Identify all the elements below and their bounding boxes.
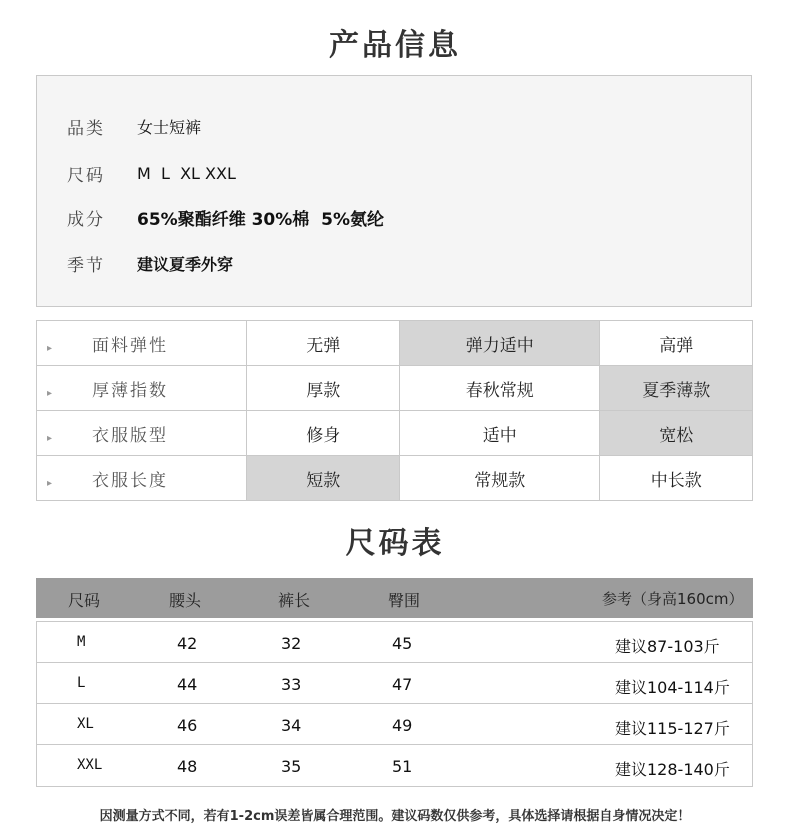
table-cell: 51	[392, 757, 413, 776]
table-cell: 34	[281, 716, 302, 735]
size-table	[36, 621, 753, 787]
bullet-arrow-icon: ▸	[47, 342, 55, 354]
info-value: 女士短裤	[137, 118, 202, 137]
table-cell: 42	[177, 634, 198, 653]
attribute-option-selected: 宽松	[600, 411, 753, 456]
table-row	[37, 663, 752, 704]
attribute-label: 厚薄指数	[92, 380, 168, 401]
attribute-option-selected: 弹力适中	[400, 321, 600, 366]
header-length: 裤长	[278, 591, 311, 610]
table-cell: 建议104-114斤	[615, 678, 730, 697]
attribute-label: 面料弹性	[92, 335, 168, 356]
attribute-row	[37, 411, 753, 456]
info-label: 成分	[67, 210, 105, 230]
product-info-box	[36, 75, 752, 307]
header-reference: 参考（身高160cm）	[602, 590, 744, 608]
attribute-option: 厚款	[247, 366, 400, 411]
attribute-option: 修身	[247, 411, 400, 456]
info-label: 季节	[67, 256, 105, 276]
attribute-option: 适中	[400, 411, 600, 456]
attribute-option: 常规款	[400, 456, 600, 501]
attribute-option: 无弹	[247, 321, 400, 366]
table-cell: 47	[392, 675, 413, 694]
table-cell: M	[77, 634, 86, 650]
table-cell: 49	[392, 716, 413, 735]
table-cell: XL	[77, 716, 94, 732]
bullet-arrow-icon: ▸	[47, 432, 55, 444]
attribute-row	[37, 366, 753, 411]
attribute-option-selected: 夏季薄款	[600, 366, 753, 411]
info-row-material	[67, 205, 384, 230]
attribute-table	[36, 320, 753, 501]
attribute-row	[37, 456, 753, 501]
attribute-name	[37, 456, 247, 501]
table-cell: 46	[177, 716, 198, 735]
table-cell: L	[77, 675, 86, 691]
attribute-name	[37, 411, 247, 456]
bullet-arrow-icon: ▸	[47, 387, 55, 399]
info-value: M L XL XXL	[137, 164, 236, 183]
attribute-label: 衣服长度	[92, 470, 168, 491]
bullet-arrow-icon: ▸	[47, 477, 55, 489]
table-cell: 48	[177, 757, 198, 776]
size-chart-title: 尺码表	[345, 526, 445, 561]
product-info-title: 产品信息	[329, 28, 461, 63]
table-cell: 45	[392, 634, 413, 653]
header-waist: 腰头	[169, 591, 202, 610]
table-cell: XXL	[77, 757, 103, 773]
info-row-size	[67, 161, 236, 186]
info-row-season	[67, 251, 233, 276]
table-row	[37, 622, 752, 663]
table-cell: 建议128-140斤	[615, 760, 730, 779]
header-size: 尺码	[68, 591, 101, 610]
attribute-name	[37, 321, 247, 366]
attribute-option: 中长款	[600, 456, 753, 501]
header-hip: 臀围	[388, 591, 421, 610]
attribute-option-selected: 短款	[247, 456, 400, 501]
table-cell: 33	[281, 675, 302, 694]
info-row-category	[67, 114, 201, 139]
table-row	[37, 745, 752, 786]
attribute-name	[37, 366, 247, 411]
info-label: 尺码	[67, 166, 105, 186]
info-label: 品类	[67, 119, 105, 139]
info-value: 65%聚酯纤维 30%棉 5%氨纶	[137, 210, 384, 230]
footer-note: 因测量方式不同，若有1-2cm误差皆属合理范围。建议码数仅供参考，具体选择请根据自身情况决定！	[99, 809, 691, 824]
attribute-option: 春秋常规	[400, 366, 600, 411]
table-cell: 44	[177, 675, 198, 694]
table-cell: 建议87-103斤	[615, 637, 720, 656]
table-row	[37, 704, 752, 745]
attribute-row	[37, 321, 753, 366]
table-cell: 35	[281, 757, 302, 776]
size-table-header	[36, 578, 753, 618]
table-cell: 32	[281, 634, 302, 653]
table-cell: 建议115-127斤	[615, 719, 730, 738]
attribute-label: 衣服版型	[92, 425, 168, 446]
info-value: 建议夏季外穿	[137, 255, 234, 274]
attribute-option: 高弹	[600, 321, 753, 366]
